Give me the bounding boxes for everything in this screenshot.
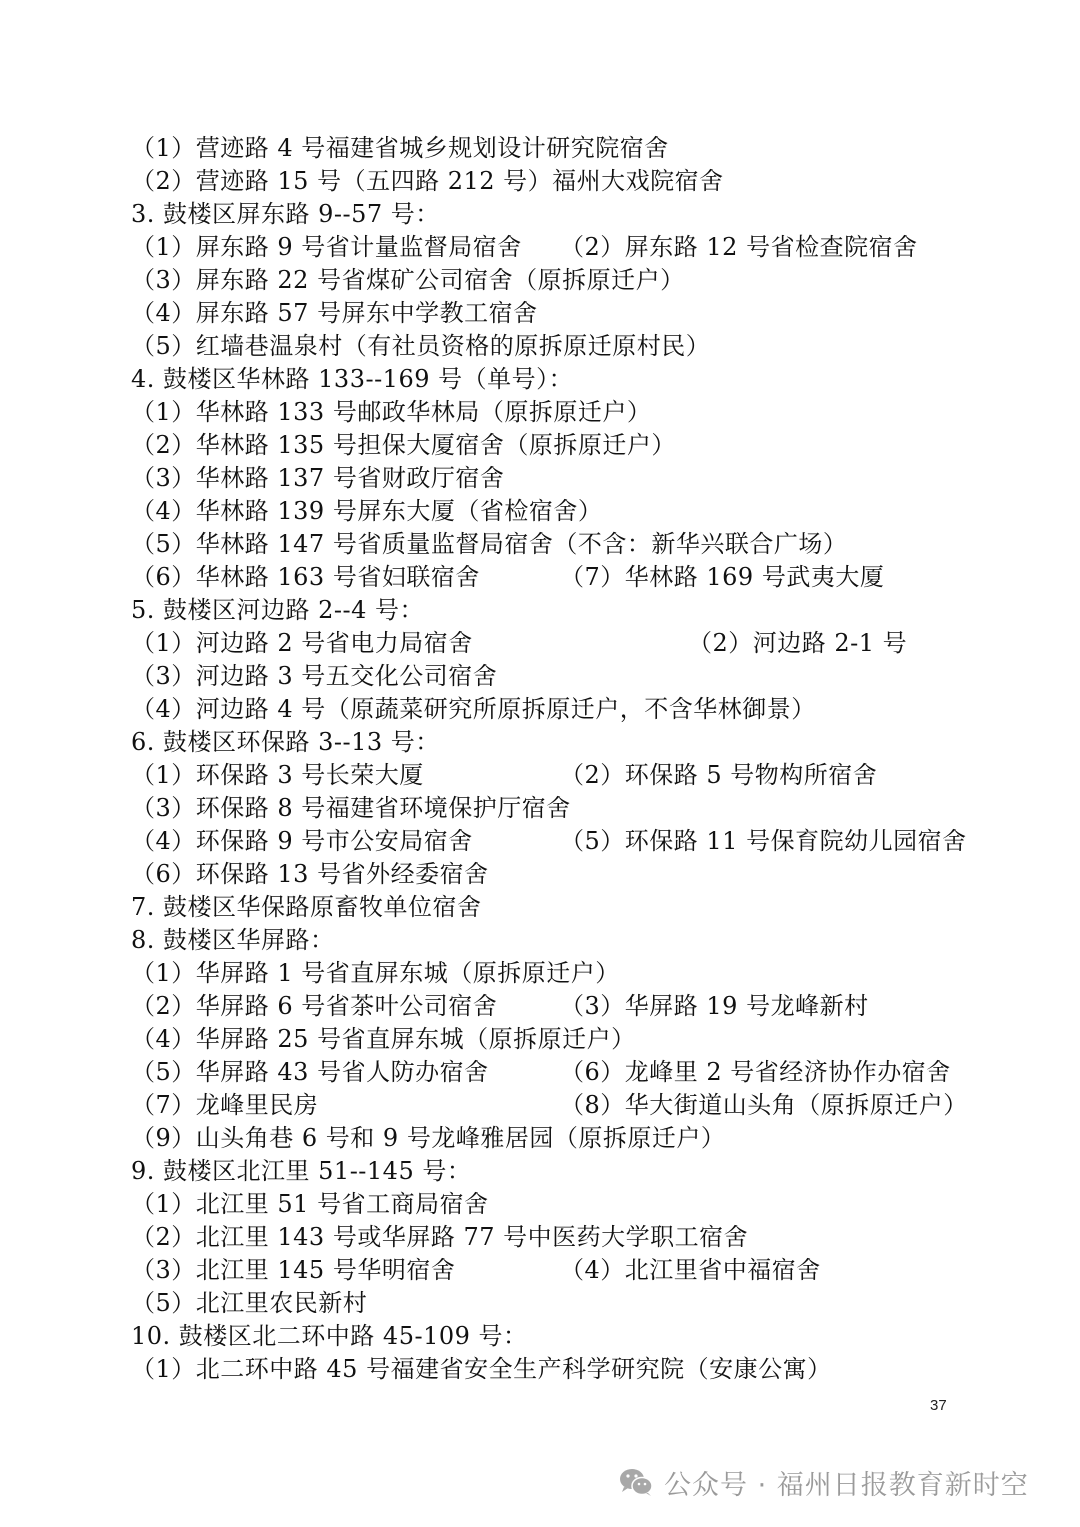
line-text: 10. 鼓楼区北二环中路 45-109 号： — [131, 1322, 528, 1350]
line-text: （3）环保路 8 号福建省环境保护厅宿舍 — [131, 794, 571, 822]
line-text: 3. 鼓楼区屏东路 9--57 号： — [131, 200, 440, 228]
line-text: （1）北江里 51 号省工商局宿舍 — [131, 1190, 489, 1218]
text-line — [131, 561, 885, 594]
text-line — [131, 1353, 832, 1386]
text-line — [131, 1155, 471, 1188]
text-line — [131, 825, 967, 858]
text-line — [131, 1023, 636, 1056]
page-number: 37 — [930, 1397, 947, 1414]
line-text-second-column: （2）环保路 5 号物构所宿舍 — [560, 761, 878, 789]
text-line — [131, 858, 489, 891]
text-line — [131, 891, 482, 924]
text-line — [131, 1221, 748, 1254]
line-text: 5. 鼓楼区河边路 2--4 号： — [131, 596, 425, 624]
line-text: （3）北江里 145 号华明宿舍 — [131, 1256, 456, 1284]
watermark-text: 公众号 · 福州日报教育新时空 — [664, 1469, 1029, 1501]
line-text-second-column: （2）河边路 2-1 号 — [688, 629, 908, 657]
line-text: （1）河边路 2 号省电力局宿舍 — [131, 629, 473, 657]
text-line — [131, 693, 816, 726]
text-line — [131, 297, 538, 330]
text-line — [131, 231, 918, 264]
line-text: （3）河边路 3 号五交化公司宿舍 — [131, 662, 498, 690]
line-text: （2）华屏路 6 号省茶叶公司宿舍 — [131, 992, 498, 1020]
line-text: （9）山头角巷 6 号和 9 号龙峰雅居园（原拆原迁户） — [131, 1124, 726, 1152]
text-line — [131, 594, 424, 627]
line-text: 7. 鼓楼区华保路原畜牧单位宿舍 — [131, 893, 482, 921]
text-line — [131, 1056, 951, 1089]
text-line — [131, 396, 651, 429]
text-line — [131, 924, 335, 957]
line-text-second-column: （8）华大街道山头角（原拆原迁户） — [560, 1091, 968, 1119]
line-text: （5）北江里农民新村 — [131, 1289, 368, 1317]
line-text: （3）华林路 137 号省财政厅宿舍 — [131, 464, 505, 492]
line-text: 4. 鼓楼区华林路 133--169 号（单号）： — [131, 365, 574, 393]
text-line — [131, 1122, 725, 1155]
line-text: （4）华林路 139 号屏东大厦（省检宿舍） — [131, 497, 603, 525]
text-line — [131, 132, 669, 165]
text-line — [131, 165, 724, 198]
line-text: （1）华屏路 1 号省直屏东城（原拆原迁户） — [131, 959, 620, 987]
line-text: 6. 鼓楼区环保路 3--13 号： — [131, 728, 440, 756]
text-line — [131, 1254, 821, 1287]
line-text: （6）华林路 163 号省妇联宿舍 — [131, 563, 480, 591]
line-text: （2）北江里 143 号或华屏路 77 号中医药大学职工宿舍 — [131, 1223, 749, 1251]
text-line — [131, 1287, 367, 1320]
text-line — [131, 462, 504, 495]
line-text: （3）屏东路 22 号省煤矿公司宿舍（原拆原迁户） — [131, 266, 685, 294]
text-line — [131, 1320, 528, 1353]
line-text: （1）屏东路 9 号省计量监督局宿舍 — [131, 233, 522, 261]
line-text: （5）华屏路 43 号省人防办宿舍 — [131, 1058, 489, 1086]
text-line — [131, 264, 685, 297]
text-line — [131, 990, 869, 1023]
line-text: （5）红墙巷温泉村（有社员资格的原拆原迁原村民） — [131, 332, 711, 360]
text-line — [131, 363, 573, 396]
line-text: （4）华屏路 25 号省直屏东城（原拆原迁户） — [131, 1025, 636, 1053]
line-text: 9. 鼓楼区北江里 51--145 号： — [131, 1157, 472, 1185]
line-text: （4）河边路 4 号（原蔬菜研究所原拆原迁户，不含华林御景） — [131, 695, 816, 723]
line-text-second-column: （7）华林路 169 号武夷大厦 — [560, 563, 885, 591]
line-text-second-column: （3）华屏路 19 号龙峰新村 — [560, 992, 869, 1020]
line-text: （2）营迹路 15 号（五四路 212 号）福州大戏院宿舍 — [131, 167, 724, 195]
text-line — [131, 429, 676, 462]
line-text: （2）华林路 135 号担保大厦宿舍（原拆原迁户） — [131, 431, 676, 459]
line-text: 8. 鼓楼区华屏路： — [131, 926, 335, 954]
text-line — [131, 726, 440, 759]
watermark — [618, 1462, 1029, 1502]
line-text: （4）环保路 9 号市公安局宿舍 — [131, 827, 473, 855]
line-text: （7）龙峰里民房 — [131, 1091, 319, 1119]
line-text: （1）营迹路 4 号福建省城乡规划设计研究院宿舍 — [131, 134, 669, 162]
text-line — [131, 759, 878, 792]
text-line — [131, 627, 908, 660]
text-line — [131, 1089, 968, 1122]
line-text: （5）华林路 147 号省质量监督局宿舍（不含：新华兴联合广场） — [131, 530, 848, 558]
line-text: （6）环保路 13 号省外经委宿舍 — [131, 860, 489, 888]
text-line — [131, 330, 710, 363]
line-text: （1）华林路 133 号邮政华林局（原拆原迁户） — [131, 398, 652, 426]
line-text: （4）屏东路 57 号屏东中学教工宿舍 — [131, 299, 538, 327]
line-text: （1）北二环中路 45 号福建省安全生产科学研究院（安康公寓） — [131, 1355, 832, 1383]
wechat-icon — [618, 1467, 654, 1497]
line-text-second-column: （2）屏东路 12 号省检查院宿舍 — [560, 233, 918, 261]
text-line — [131, 198, 440, 231]
text-line — [131, 792, 571, 825]
line-text: （1）环保路 3 号长荣大厦 — [131, 761, 424, 789]
text-line — [131, 528, 847, 561]
text-line — [131, 660, 497, 693]
text-line — [131, 1188, 489, 1221]
text-line — [131, 957, 620, 990]
line-text-second-column: （5）环保路 11 号保育院幼儿园宿舍 — [560, 827, 967, 855]
line-text-second-column: （4）北江里省中福宿舍 — [560, 1256, 821, 1284]
line-text-second-column: （6）龙峰里 2 号省经济协作办宿舍 — [560, 1058, 951, 1086]
text-line — [131, 495, 602, 528]
